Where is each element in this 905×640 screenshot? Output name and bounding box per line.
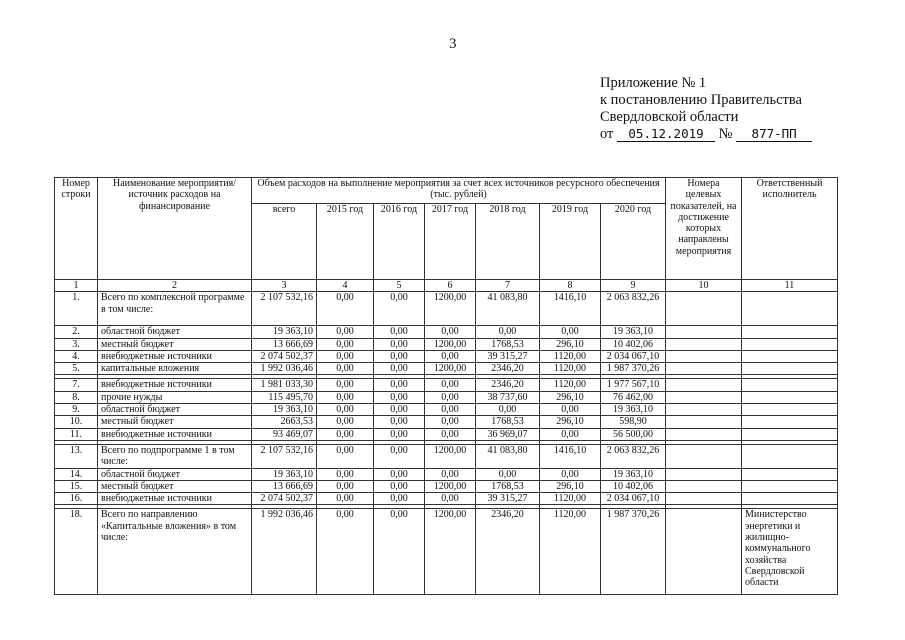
value-2018: 2346,20 (476, 509, 540, 595)
value-2020: 2 034 067,10 (601, 350, 666, 362)
value-total: 2 074 502,37 (252, 493, 317, 505)
table-row (55, 428, 838, 440)
table-row (55, 480, 838, 492)
value-2015: 0,00 (317, 350, 374, 362)
value-2020: 1 987 370,26 (601, 363, 666, 375)
value-2020: 2 034 067,10 (601, 493, 666, 505)
row-number: 16. (55, 493, 98, 505)
value-2019: 0,00 (540, 326, 601, 338)
value-total: 19 363,10 (252, 468, 317, 480)
table-row (55, 509, 838, 595)
value-2016: 0,00 (374, 480, 425, 492)
value-2020: 1 977 567,10 (601, 379, 666, 391)
table-row (55, 363, 838, 375)
value-total: 19 363,10 (252, 404, 317, 416)
targets-cell (666, 509, 742, 595)
column-number: 5 (374, 280, 425, 292)
targets-cell (666, 404, 742, 416)
value-2015: 0,00 (317, 363, 374, 375)
value-2015: 0,00 (317, 338, 374, 350)
value-2020: 56 500,00 (601, 428, 666, 440)
row-name: Всего по комплексной программе в том числе: (98, 292, 252, 326)
row-number: 10. (55, 416, 98, 428)
value-2020: 2 063 832,26 (601, 292, 666, 326)
page-number: 3 (449, 36, 457, 52)
row-number: 18. (55, 509, 98, 595)
value-2015: 0,00 (317, 480, 374, 492)
value-total: 2 107 532,16 (252, 444, 317, 468)
value-2019: 1120,00 (540, 379, 601, 391)
executor-cell (742, 391, 838, 403)
row-number: 3. (55, 338, 98, 350)
row-number: 13. (55, 444, 98, 468)
value-2020: 10 402,06 (601, 338, 666, 350)
column-number: 4 (317, 280, 374, 292)
row-number: 9. (55, 404, 98, 416)
column-number: 7 (476, 280, 540, 292)
value-2016: 0,00 (374, 326, 425, 338)
executor-cell (742, 428, 838, 440)
value-2017: 1200,00 (425, 292, 476, 326)
value-2019: 1120,00 (540, 350, 601, 362)
table-row (55, 292, 838, 326)
value-2018: 41 083,80 (476, 444, 540, 468)
column-number: 9 (601, 280, 666, 292)
targets-cell (666, 292, 742, 326)
value-2020: 2 063 832,26 (601, 444, 666, 468)
column-number: 6 (425, 280, 476, 292)
resolution-date: 05.12.2019 (617, 127, 715, 142)
executor-cell (742, 416, 838, 428)
value-2018: 39 315,27 (476, 350, 540, 362)
header-targets: Номера целевых показателей, на достижение которых направлены мероприятия (666, 178, 742, 280)
appendix-date-line (600, 126, 812, 143)
value-2016: 0,00 (374, 416, 425, 428)
header-total: всего (252, 204, 317, 280)
targets-cell (666, 350, 742, 362)
expenses-table (54, 177, 838, 595)
row-number: 8. (55, 391, 98, 403)
executor-cell (742, 444, 838, 468)
row-number: 7. (55, 379, 98, 391)
row-name: местный бюджет (98, 338, 252, 350)
column-number: 10 (666, 280, 742, 292)
targets-cell (666, 391, 742, 403)
header-2016: 2016 год (374, 204, 425, 280)
targets-cell (666, 363, 742, 375)
targets-cell (666, 379, 742, 391)
value-2015: 0,00 (317, 468, 374, 480)
column-numbers-row (55, 280, 838, 292)
value-2016: 0,00 (374, 338, 425, 350)
from-label: от (600, 126, 614, 142)
column-number: 1 (55, 280, 98, 292)
row-number: 5. (55, 363, 98, 375)
row-name: Всего по подпрограмме 1 в том числе: (98, 444, 252, 468)
row-number: 4. (55, 350, 98, 362)
value-2016: 0,00 (374, 493, 425, 505)
value-2018: 2346,20 (476, 379, 540, 391)
row-name: капитальные вложения (98, 363, 252, 375)
executor-cell (742, 350, 838, 362)
row-name: местный бюджет (98, 416, 252, 428)
value-2019: 0,00 (540, 404, 601, 416)
value-2015: 0,00 (317, 444, 374, 468)
value-2018: 1768,53 (476, 416, 540, 428)
value-total: 2663,53 (252, 416, 317, 428)
targets-cell (666, 480, 742, 492)
executor-cell (742, 363, 838, 375)
value-2020: 1 987 370,26 (601, 509, 666, 595)
value-2020: 19 363,10 (601, 468, 666, 480)
value-total: 115 495,70 (252, 391, 317, 403)
value-2015: 0,00 (317, 493, 374, 505)
row-name: внебюджетные источники (98, 350, 252, 362)
value-2018: 1768,53 (476, 338, 540, 350)
value-2016: 0,00 (374, 379, 425, 391)
column-number: 2 (98, 280, 252, 292)
value-2018: 0,00 (476, 326, 540, 338)
value-total: 1 992 036,46 (252, 363, 317, 375)
row-number: 14. (55, 468, 98, 480)
row-name: областной бюджет (98, 404, 252, 416)
value-2019: 0,00 (540, 468, 601, 480)
resolution-number: 877-ПП (736, 127, 812, 142)
table-row (55, 338, 838, 350)
value-2018: 41 083,80 (476, 292, 540, 326)
value-2019: 0,00 (540, 428, 601, 440)
table-body (55, 292, 838, 595)
targets-cell (666, 416, 742, 428)
executor-cell (742, 379, 838, 391)
row-name: прочие нужды (98, 391, 252, 403)
value-2018: 38 737,60 (476, 391, 540, 403)
row-name: областной бюджет (98, 468, 252, 480)
value-2017: 0,00 (425, 379, 476, 391)
value-2019: 296,10 (540, 416, 601, 428)
value-2017: 0,00 (425, 326, 476, 338)
value-2016: 0,00 (374, 363, 425, 375)
row-number: 1. (55, 292, 98, 326)
value-2015: 0,00 (317, 379, 374, 391)
header-name: Наименование мероприятия/ источник расходов на финансирование (98, 178, 252, 280)
row-name: внебюджетные источники (98, 428, 252, 440)
row-name: Всего по направлению «Капитальные вложения» в том числе: (98, 509, 252, 595)
executor-cell (742, 292, 838, 326)
value-2016: 0,00 (374, 391, 425, 403)
appendix-resolution: к постановлению Правительства (600, 92, 802, 108)
targets-cell (666, 428, 742, 440)
targets-cell (666, 444, 742, 468)
value-2016: 0,00 (374, 468, 425, 480)
header-2017: 2017 год (425, 204, 476, 280)
appendix-block (600, 75, 812, 143)
value-2015: 0,00 (317, 391, 374, 403)
row-name: внебюджетные источники (98, 493, 252, 505)
targets-cell (666, 338, 742, 350)
header-2015: 2015 год (317, 204, 374, 280)
value-total: 19 363,10 (252, 326, 317, 338)
table-row (55, 404, 838, 416)
value-2017: 1200,00 (425, 480, 476, 492)
value-2019: 296,10 (540, 338, 601, 350)
value-2019: 1416,10 (540, 292, 601, 326)
value-2018: 0,00 (476, 468, 540, 480)
header-volume: Объем расходов на выполнение мероприятия за счет всех источников ресурсного обеспечения (тыс. рублей) (252, 178, 666, 204)
value-2020: 19 363,10 (601, 326, 666, 338)
value-2015: 0,00 (317, 428, 374, 440)
value-2019: 296,10 (540, 391, 601, 403)
executor-cell (742, 338, 838, 350)
table-row (55, 391, 838, 403)
value-2015: 0,00 (317, 404, 374, 416)
value-total: 13 666,69 (252, 338, 317, 350)
value-2017: 1200,00 (425, 363, 476, 375)
number-label: № (718, 126, 733, 142)
value-2020: 19 363,10 (601, 404, 666, 416)
value-2015: 0,00 (317, 416, 374, 428)
value-2016: 0,00 (374, 404, 425, 416)
column-number: 8 (540, 280, 601, 292)
row-name: местный бюджет (98, 480, 252, 492)
value-2016: 0,00 (374, 350, 425, 362)
value-2018: 39 315,27 (476, 493, 540, 505)
value-total: 1 981 033,30 (252, 379, 317, 391)
executor-cell (742, 326, 838, 338)
value-2017: 0,00 (425, 416, 476, 428)
value-2015: 0,00 (317, 509, 374, 595)
targets-cell (666, 326, 742, 338)
value-2017: 1200,00 (425, 444, 476, 468)
value-2018: 2346,20 (476, 363, 540, 375)
executor-cell: Министерство энергетики и жилищно-коммунального хозяйства Свердловской области (742, 509, 838, 595)
value-2020: 598,90 (601, 416, 666, 428)
value-2018: 0,00 (476, 404, 540, 416)
header-executor: Ответственный исполнитель (742, 178, 838, 280)
table-row (55, 350, 838, 362)
value-2017: 1200,00 (425, 338, 476, 350)
header-row-number: Номер строки (55, 178, 98, 280)
value-2020: 10 402,06 (601, 480, 666, 492)
value-2017: 0,00 (425, 428, 476, 440)
value-2016: 0,00 (374, 428, 425, 440)
value-2017: 0,00 (425, 404, 476, 416)
value-2020: 76 462,00 (601, 391, 666, 403)
value-2017: 1200,00 (425, 509, 476, 595)
value-2017: 0,00 (425, 493, 476, 505)
value-total: 1 992 036,46 (252, 509, 317, 595)
row-number: 15. (55, 480, 98, 492)
value-total: 2 107 532,16 (252, 292, 317, 326)
table-row (55, 416, 838, 428)
value-2018: 1768,53 (476, 480, 540, 492)
value-2019: 1120,00 (540, 509, 601, 595)
value-2019: 1416,10 (540, 444, 601, 468)
column-number: 11 (742, 280, 838, 292)
value-2016: 0,00 (374, 292, 425, 326)
column-number: 3 (252, 280, 317, 292)
header-2019: 2019 год (540, 204, 601, 280)
appendix-region: Свердловской области (600, 109, 739, 125)
value-2017: 0,00 (425, 350, 476, 362)
header-2018: 2018 год (476, 204, 540, 280)
executor-cell (742, 404, 838, 416)
executor-cell (742, 493, 838, 505)
value-2015: 0,00 (317, 326, 374, 338)
row-name: областной бюджет (98, 326, 252, 338)
value-2015: 0,00 (317, 292, 374, 326)
value-2019: 1120,00 (540, 363, 601, 375)
value-2017: 0,00 (425, 391, 476, 403)
header-2020: 2020 год (601, 204, 666, 280)
table-row (55, 468, 838, 480)
row-number: 11. (55, 428, 98, 440)
value-2016: 0,00 (374, 509, 425, 595)
value-2017: 0,00 (425, 468, 476, 480)
value-total: 93 469,07 (252, 428, 317, 440)
table-row (55, 493, 838, 505)
value-total: 2 074 502,37 (252, 350, 317, 362)
executor-cell (742, 480, 838, 492)
row-number: 2. (55, 326, 98, 338)
targets-cell (666, 493, 742, 505)
table-row (55, 326, 838, 338)
value-2019: 296,10 (540, 480, 601, 492)
table-row (55, 444, 838, 468)
executor-cell (742, 468, 838, 480)
value-2016: 0,00 (374, 444, 425, 468)
table-row (55, 379, 838, 391)
appendix-title: Приложение № 1 (600, 75, 707, 91)
value-2018: 36 969,07 (476, 428, 540, 440)
targets-cell (666, 468, 742, 480)
value-total: 13 666,69 (252, 480, 317, 492)
value-2019: 1120,00 (540, 493, 601, 505)
row-name: внебюджетные источники (98, 379, 252, 391)
